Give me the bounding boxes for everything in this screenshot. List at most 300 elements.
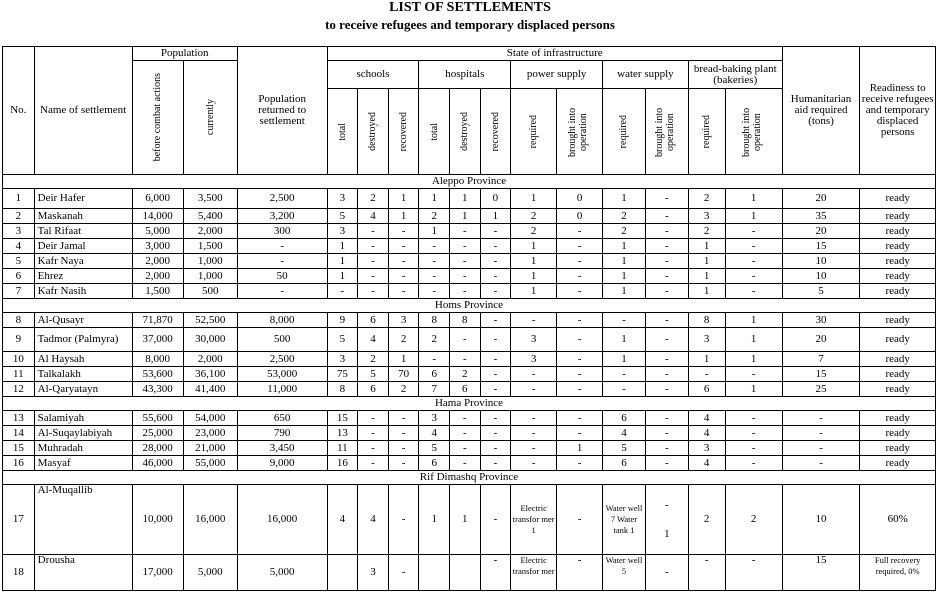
table-cell: 1 [419, 485, 450, 555]
table-row [3, 313, 936, 328]
table-cell: Tal Rifaat [34, 224, 132, 239]
table-cell: - [603, 367, 646, 382]
table-cell: ready [860, 239, 936, 254]
table-cell: - [782, 426, 860, 441]
table-cell: - [688, 555, 725, 591]
table-cell: 54,000 [183, 411, 237, 426]
table-cell: 1 [388, 189, 419, 209]
table-cell: Kafr Naya [34, 254, 132, 269]
table-cell: - [725, 254, 782, 269]
header-population: Population [132, 47, 237, 61]
header-schools-recovered: recovered [388, 89, 419, 175]
table-cell: 9 [3, 328, 35, 352]
table-cell: - [645, 224, 688, 239]
table-cell: - [388, 224, 419, 239]
table-cell: Full recovery required, 0% [860, 555, 936, 591]
table-cell: - [557, 382, 603, 397]
table-cell: 52,500 [183, 313, 237, 328]
table-row [3, 485, 936, 555]
table-cell: 7 [3, 284, 35, 299]
table-cell: ready [860, 382, 936, 397]
table-row [3, 269, 936, 284]
table-cell: 75 [327, 367, 358, 382]
table-cell: - [237, 239, 327, 254]
table-cell: - [725, 441, 782, 456]
table-cell: - [511, 426, 557, 441]
header-water-brought: brought into operation [645, 89, 688, 175]
table-cell: 1 [511, 239, 557, 254]
table-cell: 6 [688, 382, 725, 397]
table-cell: 5,000 [183, 555, 237, 591]
table-cell: 1 [450, 189, 481, 209]
table-cell: 4 [688, 456, 725, 471]
table-cell: 16,000 [183, 485, 237, 555]
header-no: No. [3, 47, 35, 175]
table-cell: Ehrez [34, 269, 132, 284]
header-bakery: bread-baking plant (bakeries) [688, 61, 782, 89]
table-cell: ready [860, 367, 936, 382]
table-cell: Al Haysah [34, 352, 132, 367]
header-name: Name of settlement [34, 47, 132, 175]
table-cell: 500 [237, 328, 327, 352]
table-cell: 11,000 [237, 382, 327, 397]
table-cell: 6 [358, 313, 389, 328]
table-cell: 46,000 [132, 456, 183, 471]
table-cell: - [450, 224, 481, 239]
table-cell: - [557, 328, 603, 352]
table-cell: - [557, 254, 603, 269]
table-cell: 4 [327, 485, 358, 555]
table-cell: 16,000 [237, 485, 327, 555]
table-cell: 13 [327, 426, 358, 441]
header-currently: currently [183, 61, 237, 175]
table-cell: 0 [480, 189, 511, 209]
table-cell: - [450, 239, 481, 254]
table-cell: - [557, 456, 603, 471]
table-cell: Kafr Nasih [34, 284, 132, 299]
table-cell: ready [860, 426, 936, 441]
table-cell: 15 [782, 555, 860, 591]
table-cell: 5 [3, 254, 35, 269]
table-cell: - [557, 269, 603, 284]
table-cell: - [480, 284, 511, 299]
table-cell: 5 [419, 441, 450, 456]
table-cell: 11 [327, 441, 358, 456]
table-cell: 1 [511, 284, 557, 299]
table-row [3, 254, 936, 269]
table-cell: 43,300 [132, 382, 183, 397]
table-cell: 4 [3, 239, 35, 254]
table-cell: - [511, 441, 557, 456]
table-cell: - [511, 367, 557, 382]
table-cell: - [557, 485, 603, 555]
table-cell: 3 [327, 224, 358, 239]
settlements-table [2, 46, 936, 591]
table-cell: - [358, 426, 389, 441]
table-cell: - [725, 239, 782, 254]
table-cell: 4 [358, 209, 389, 224]
table-cell: - [358, 239, 389, 254]
table-cell: 2 [358, 352, 389, 367]
table-cell: - [358, 441, 389, 456]
table-cell: - [480, 411, 511, 426]
table-cell: 1,500 [183, 239, 237, 254]
table-cell: - [557, 555, 603, 591]
table-cell: 790 [237, 426, 327, 441]
province-name: Aleppo Province [3, 175, 936, 189]
table-cell: 2 [603, 209, 646, 224]
table-cell: ready [860, 284, 936, 299]
table-cell: 1,000 [183, 269, 237, 284]
province-name: Homs Province [3, 299, 936, 313]
table-cell: Masyaf [34, 456, 132, 471]
table-cell: - [480, 254, 511, 269]
table-cell: 1 [450, 209, 481, 224]
table-cell: - [725, 411, 782, 426]
table-cell: 8,000 [237, 313, 327, 328]
table-cell: 10 [3, 352, 35, 367]
table-cell: 2,000 [183, 352, 237, 367]
table-cell: 3,000 [132, 239, 183, 254]
table-cell: 5,000 [132, 224, 183, 239]
table-cell: 2 [688, 224, 725, 239]
table-cell: 71,870 [132, 313, 183, 328]
table-cell: 1 [388, 209, 419, 224]
table-cell: - [645, 426, 688, 441]
table-cell: 10 [782, 254, 860, 269]
table-row [3, 224, 936, 239]
header-water-required: required [603, 89, 646, 175]
table-cell: - [645, 189, 688, 209]
table-cell: 8 [688, 313, 725, 328]
table-cell: 1 [450, 485, 481, 555]
table-cell: 3 [358, 555, 389, 591]
table-cell: 6 [419, 367, 450, 382]
table-cell: 8 [327, 382, 358, 397]
table-cell: 3 [688, 328, 725, 352]
table-cell: 3 [419, 411, 450, 426]
table-cell: - [645, 456, 688, 471]
header-power-brought: brought into operation [557, 89, 603, 175]
table-cell: 53,600 [132, 367, 183, 382]
table-cell: 9 [327, 313, 358, 328]
table-cell: Electric transfor mer 1 [511, 485, 557, 555]
cell-line: - [665, 498, 669, 511]
province-row [3, 175, 936, 189]
table-cell: - [557, 426, 603, 441]
table-cell [645, 485, 688, 555]
header-hospitals-recovered: recovered [480, 89, 511, 175]
table-cell: 25 [782, 382, 860, 397]
table-cell: - [358, 254, 389, 269]
table-cell: 30 [782, 313, 860, 328]
table-cell: 23,000 [183, 426, 237, 441]
table-cell: 2 [511, 224, 557, 239]
table-cell: - [388, 269, 419, 284]
table-cell: - [645, 254, 688, 269]
table-cell: 0 [557, 189, 603, 209]
table-cell: 13 [3, 411, 35, 426]
table-cell: - [480, 352, 511, 367]
table-cell: Maskanah [34, 209, 132, 224]
table-cell: 1,000 [183, 254, 237, 269]
table-cell: 1 [603, 284, 646, 299]
table-row [3, 328, 936, 352]
table-cell: ready [860, 189, 936, 209]
table-cell: 1 [603, 239, 646, 254]
table-cell: - [358, 411, 389, 426]
table-cell: - [645, 269, 688, 284]
table-cell: 6 [419, 456, 450, 471]
table-cell: - [725, 555, 782, 591]
table-row [3, 411, 936, 426]
table-cell: 28,000 [132, 441, 183, 456]
table-cell: 2 [688, 485, 725, 555]
table-cell: 650 [237, 411, 327, 426]
table-cell: 2 [388, 328, 419, 352]
table-cell: 6,000 [132, 189, 183, 209]
table-cell: - [419, 239, 450, 254]
table-cell: 36,100 [183, 367, 237, 382]
table-cell: 1 [327, 254, 358, 269]
table-cell: Water well 5 [603, 555, 646, 591]
table-cell: - [358, 284, 389, 299]
table-cell: - [557, 367, 603, 382]
table-cell: ready [860, 209, 936, 224]
table-cell: 9,000 [237, 456, 327, 471]
table-cell: 1 [419, 189, 450, 209]
table-cell: - [511, 411, 557, 426]
table-cell: - [450, 426, 481, 441]
table-cell: 17 [3, 485, 35, 555]
table-cell: 53,000 [237, 367, 327, 382]
table-cell: - [645, 555, 688, 591]
table-cell: - [388, 485, 419, 555]
header-hospitals-total: total [419, 89, 450, 175]
table-cell: 2 [419, 209, 450, 224]
table-cell: 55,600 [132, 411, 183, 426]
table-cell: - [725, 426, 782, 441]
table-cell: 16 [3, 456, 35, 471]
table-cell: 1 [419, 224, 450, 239]
province-name: Rif Dimashq Province [3, 471, 936, 485]
table-cell: 4 [688, 426, 725, 441]
table-cell: 4 [419, 426, 450, 441]
table-cell: Al-Qaryatayn [34, 382, 132, 397]
table-cell: - [557, 284, 603, 299]
table-cell: 5 [358, 367, 389, 382]
table-cell: - [645, 209, 688, 224]
table-cell: 1 [511, 269, 557, 284]
table-cell: 3 [327, 189, 358, 209]
table-cell: 20 [782, 224, 860, 239]
table-cell: 10 [782, 485, 860, 555]
table-cell: - [511, 456, 557, 471]
table-cell: 3,200 [237, 209, 327, 224]
table-cell: 15 [3, 441, 35, 456]
province-row [3, 299, 936, 313]
table-cell: 1 [557, 441, 603, 456]
table-cell: 2,500 [237, 189, 327, 209]
table-cell: 6 [603, 456, 646, 471]
table-cell: Salamiyah [34, 411, 132, 426]
header-returned: Population returned to settlement [237, 47, 327, 175]
table-cell: 3 [511, 328, 557, 352]
table-cell: 1 [725, 328, 782, 352]
table-cell: 1 [603, 254, 646, 269]
table-cell: 2 [3, 209, 35, 224]
table-cell [450, 555, 481, 591]
table-cell: - [388, 254, 419, 269]
table-cell: - [480, 485, 511, 555]
table-cell: 1 [688, 284, 725, 299]
table-cell: - [480, 224, 511, 239]
table-cell: 2 [419, 328, 450, 352]
table-cell: - [645, 352, 688, 367]
table-cell: ready [860, 313, 936, 328]
table-cell: - [557, 411, 603, 426]
table-cell: 0 [557, 209, 603, 224]
table-cell: - [603, 313, 646, 328]
table-cell: - [480, 239, 511, 254]
table-cell: - [388, 426, 419, 441]
table-cell: 15 [782, 367, 860, 382]
table-cell: 1 [688, 352, 725, 367]
header-infrastructure: State of infrastructure [327, 47, 782, 61]
document-subtitle: to receive refugees and temporary displaced persons [325, 17, 615, 32]
table-cell: 21,000 [183, 441, 237, 456]
table-cell: 70 [388, 367, 419, 382]
table-cell: 2 [358, 189, 389, 209]
table-cell [327, 555, 358, 591]
header-readiness: Readiness to receive refugees and temporary displaced persons [860, 47, 936, 175]
table-cell: - [480, 426, 511, 441]
table-cell: - [782, 441, 860, 456]
header-bakery-brought: brought into operation [725, 89, 782, 175]
table-cell [419, 555, 450, 591]
table-row [3, 189, 936, 209]
table-cell: 7 [419, 382, 450, 397]
table-cell: - [480, 382, 511, 397]
table-cell: 20 [782, 189, 860, 209]
table-cell: - [645, 382, 688, 397]
table-cell: Talkalakh [34, 367, 132, 382]
table-cell: - [419, 269, 450, 284]
header-power: power supply [511, 61, 603, 89]
table-cell: 35 [782, 209, 860, 224]
table-row [3, 382, 936, 397]
table-cell: 8,000 [132, 352, 183, 367]
table-cell: 3 [688, 441, 725, 456]
header-aid: Humanitarian aid required (tons) [782, 47, 860, 175]
table-row [3, 367, 936, 382]
table-cell: 6 [358, 382, 389, 397]
table-cell: 500 [183, 284, 237, 299]
table-cell: - [782, 456, 860, 471]
table-cell: 5 [603, 441, 646, 456]
table-cell: 18 [3, 555, 35, 591]
table-cell: 17,000 [132, 555, 183, 591]
table-cell: - [725, 456, 782, 471]
table-cell: 1,500 [132, 284, 183, 299]
table-cell: 1 [688, 254, 725, 269]
table-row [3, 426, 936, 441]
header-schools-total: total [327, 89, 358, 175]
table-cell: - [511, 382, 557, 397]
table-cell: ready [860, 328, 936, 352]
table-cell: 1 [3, 189, 35, 209]
header-hospitals: hospitals [419, 61, 511, 89]
table-cell: - [511, 313, 557, 328]
table-cell: 10,000 [132, 485, 183, 555]
table-cell: 1 [725, 313, 782, 328]
table-cell: 1 [388, 352, 419, 367]
table-cell: 3 [3, 224, 35, 239]
table-cell: - [480, 456, 511, 471]
table-cell: 4 [603, 426, 646, 441]
table-cell: - [725, 284, 782, 299]
table-cell: - [327, 284, 358, 299]
table-cell: - [645, 284, 688, 299]
table-cell: - [645, 328, 688, 352]
table-cell: ready [860, 269, 936, 284]
table-cell: 2 [603, 224, 646, 239]
table-cell: ready [860, 352, 936, 367]
table-row [3, 456, 936, 471]
table-cell: 2 [688, 189, 725, 209]
table-row [3, 239, 936, 254]
table-cell: 1 [603, 352, 646, 367]
table-cell: 6 [450, 382, 481, 397]
header-water: water supply [603, 61, 689, 89]
table-cell: - [725, 367, 782, 382]
header-schools: schools [327, 61, 419, 89]
table-cell: 5,000 [237, 555, 327, 591]
table-cell: - [645, 411, 688, 426]
table-cell: 1 [725, 209, 782, 224]
table-cell: 3,450 [237, 441, 327, 456]
table-cell: 55,000 [183, 456, 237, 471]
table-cell: Al-Muqallib [34, 485, 132, 555]
table-cell: 15 [327, 411, 358, 426]
table-cell: 16 [327, 456, 358, 471]
table-cell: - [557, 239, 603, 254]
table-cell: - [645, 441, 688, 456]
table-row [3, 352, 936, 367]
table-cell: - [450, 284, 481, 299]
table-cell: - [480, 441, 511, 456]
table-cell: 10 [782, 269, 860, 284]
table-cell: - [388, 411, 419, 426]
table-cell: - [419, 284, 450, 299]
table-cell: 15 [782, 239, 860, 254]
table-cell: 4 [358, 485, 389, 555]
table-cell: Deir Jamal [34, 239, 132, 254]
table-cell: 8 [3, 313, 35, 328]
table-cell: 5 [782, 284, 860, 299]
table-cell: ready [860, 456, 936, 471]
table-cell: 5,400 [183, 209, 237, 224]
table-cell: 5 [327, 209, 358, 224]
table-cell: - [782, 411, 860, 426]
table-cell: Tadmor (Palmyra) [34, 328, 132, 352]
table-cell: 3 [327, 352, 358, 367]
table-cell: 14 [3, 426, 35, 441]
table-cell: Water well 7 Water tank 1 [603, 485, 646, 555]
province-row [3, 471, 936, 485]
table-body [3, 175, 936, 591]
table-cell: - [358, 224, 389, 239]
